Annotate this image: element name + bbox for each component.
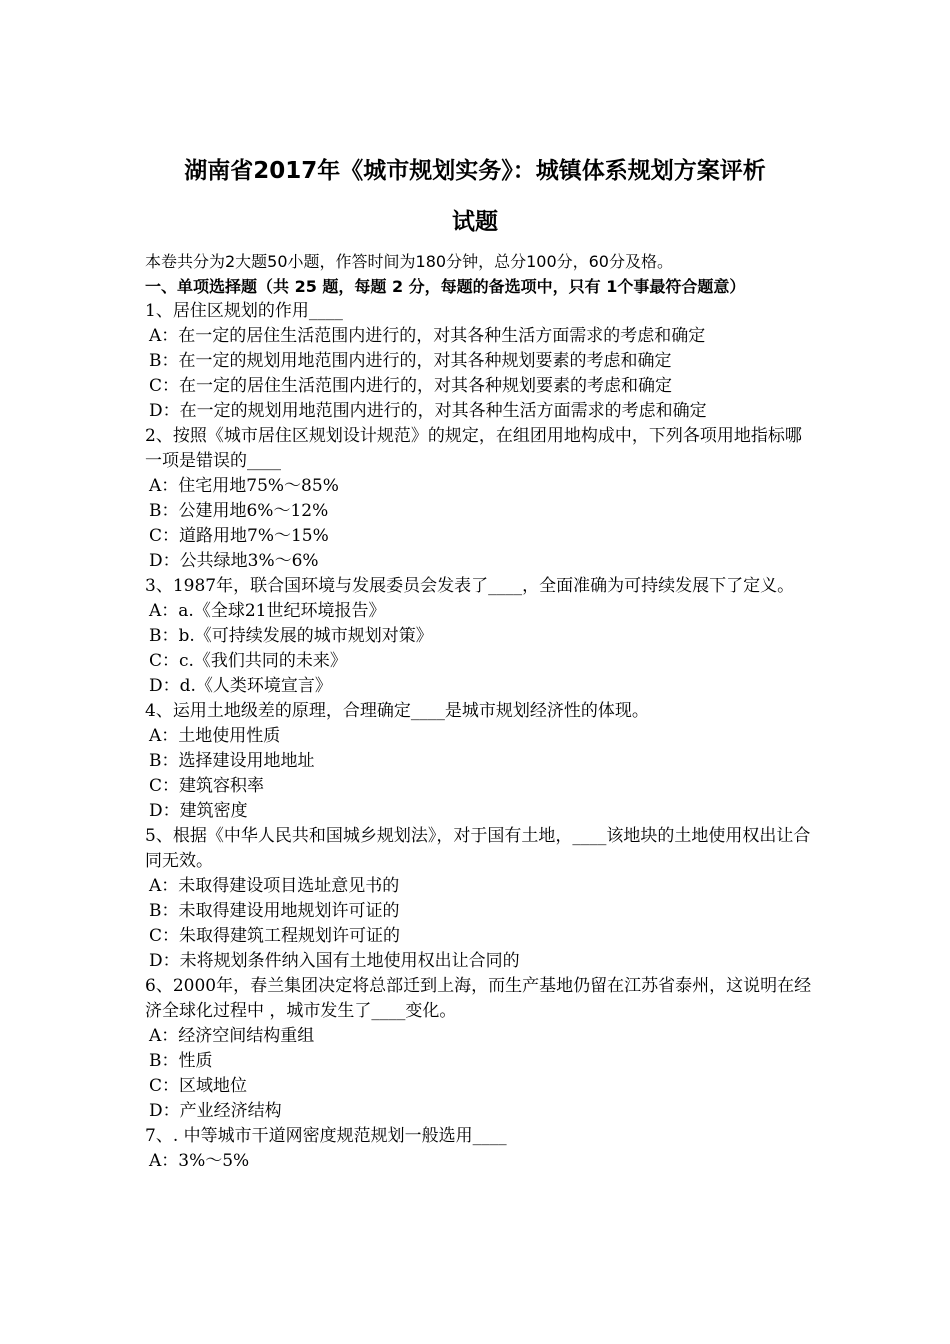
question-option: C：朱取得建筑工程规划许可证的 [149,926,401,946]
question-stem: 6、2000年，春兰集团决定将总部迁到上海，而生产基地仍留在江苏省泰州，这说明在经济全球化过程中 ，城市发生了____变化。 [145,976,812,1021]
question-option: C：区域地位 [149,1076,248,1096]
question-option: D：d.《人类环境宣言》 [149,676,332,696]
question-option: D：在一定的规划用地范围内进行的，对其各种生活方面需求的考虑和确定 [149,401,707,421]
question-option: C：道路用地7%～15% [149,526,329,546]
question-option: D：未将规划条件纳入国有土地使用权出让合同的 [149,951,520,971]
document-body [145,249,813,1174]
exam-intro: 本卷共分为2大题50小题，作答时间为180分钟，总分100分，60分及格。 [145,252,673,271]
question-option: B：性质 [149,1051,213,1071]
question-block [145,824,813,974]
question-stem: 4、运用土地级差的原理，合理确定____是城市规划经济性的体现。 [145,701,649,721]
question-option: D：产业经济结构 [149,1101,282,1121]
question-block [145,424,813,574]
question-option: B：未取得建设用地规划许可证的 [149,901,400,921]
document-title: 湖南省2017年《城市规划实务》：城镇体系规划方案评析 [184,158,766,184]
question-option: B：在一定的规划用地范围内进行的，对其各种规划要素的考虑和确定 [149,351,672,371]
question-block [145,299,813,424]
question-stem: 2、按照《城市居住区规划设计规范》的规定，在组团用地构成中，下列各项用地指标哪一项是错误的____ [145,426,802,471]
question-block [145,699,813,824]
document-title-continued: 试题 [452,209,498,235]
question-stem: 7、. 中等城市干道网密度规范规划一般选用____ [145,1126,507,1146]
question-option: C：建筑容积率 [149,776,265,796]
section-heading: 一、单项选择题（共 25 题，每题 2 分，每题的备选项中，只有 1个事最符合题意） [145,277,746,296]
question-option: A：土地使用性质 [149,726,281,746]
question-block [145,574,813,699]
question-stem: 5、根据《中华人民共和国城乡规划法》，对于国有土地，____该地块的土地使用权出让合同无效。 [145,826,811,871]
question-option: A：3%～5% [149,1151,250,1171]
question-option: A：a.《全球21世纪环境报告》 [149,601,386,621]
question-option: D：建筑密度 [149,801,248,821]
question-option: D：公共绿地3%～6% [149,551,319,571]
question-stem: 1、居住区规划的作用____ [145,301,343,321]
question-option: A：住宅用地75%～85% [149,476,339,496]
question-block [145,974,813,1124]
question-option: C：c.《我们共同的未来》 [149,651,347,671]
question-option: A：经济空间结构重组 [149,1026,315,1046]
question-option: A：未取得建设项目选址意见书的 [149,876,400,896]
question-list [145,299,813,1174]
question-stem: 3、1987年，联合国环境与发展委员会发表了____，全面准确为可持续发展下了定义。 [145,576,795,596]
question-block [145,1124,813,1174]
question-option: C：在一定的居住生活范围内进行的，对其各种规划要素的考虑和确定 [149,376,673,396]
question-option: B：公建用地6%～12% [149,501,329,521]
question-option: B：b.《可持续发展的城市规划对策》 [149,626,433,646]
question-option: B：选择建设用地地址 [149,751,315,771]
question-option: A：在一定的居住生活范围内进行的，对其各种生活方面需求的考虑和确定 [149,326,706,346]
